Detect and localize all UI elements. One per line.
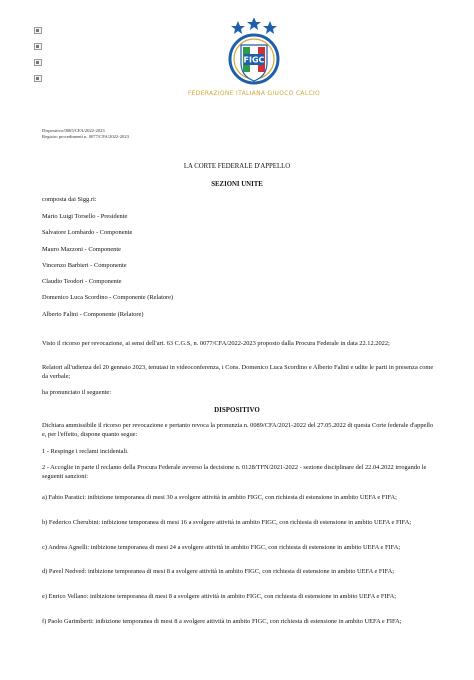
decision-intro: Dichiara ammissibile il ricorso per revocazione e pertanto revoca la pronunzia n. 0089/CFA/2021-2022 del 27.05.2022 di questa Corte federale d'appello e, per l'effetto, dispone quanto segue: bbox=[42, 422, 434, 438]
sanction-item: f) Paolo Garimberti: inibizione temporanea di mesi 8 a svolgere attività in ambito FIGC, con richiesta di estensione in ambito UEFA e FIFA; bbox=[42, 617, 402, 625]
member-item: Mauro Mazzoni - Componente bbox=[42, 245, 121, 253]
document-reference bbox=[42, 128, 129, 140]
paragraph-relatori: Relatori all'udienza del 20 gennaio 2023, tenutasi in videoconferenza, i Cons. Domenico Luca Scordino e Alberto Falini e udite le parti in presenza come da verbale; bbox=[42, 364, 434, 380]
broken-image-icon[interactable] bbox=[34, 75, 42, 82]
member-item: Claudio Teodori - Componente bbox=[42, 278, 122, 286]
logo-caption: FEDERAZIONE ITALIANA GIUOCO CALCIO bbox=[187, 90, 321, 97]
member-item: Domenico Luca Scordino - Componente (Relatore) bbox=[42, 294, 174, 302]
broken-image-icon[interactable] bbox=[34, 43, 42, 50]
section-title: SEZIONI UNITE bbox=[211, 181, 263, 188]
member-item: Alberto Falini - Componente (Relatore) bbox=[42, 310, 144, 318]
members-list bbox=[42, 213, 173, 327]
figc-logo bbox=[166, 18, 342, 102]
sanction-item: c) Andrea Agnelli: inibizione temporanea di mesi 24 a svolgere attività in ambito FIGC, con richiesta di estensione in ambito UEFA e FIFA; bbox=[42, 543, 401, 551]
paragraph-visto: Visto il ricorso per revocazione, ai sensi dell'art. 63 C.G.S, n. 0077/CFA/2022-2023 proposto dalla Procura Federale in data 22.12.2022; bbox=[42, 340, 390, 347]
sanction-item: b) Federico Cherubini: inibizione temporanea di mesi 16 a svolgere attività in ambito FIGC, con richiesta di estensione in ambito UEFA e FIFA; bbox=[42, 518, 412, 526]
composition-intro: composta dai Sigg.ri: bbox=[42, 196, 97, 203]
logo-initials: FIGC bbox=[243, 55, 265, 65]
sanction-item: d) Pavel Nedved: inibizione temporanea di mesi 8 a svolgere attività in ambito FIGC, con richiesta di estensione in ambito UEFA e FIFA; bbox=[42, 568, 395, 576]
registro-ref: Registro procedimenti n. 0077/CFA/2022-2023 bbox=[42, 134, 129, 139]
figc-shield-icon bbox=[214, 18, 294, 88]
member-item: Salvatore Lombardo - Componente bbox=[42, 229, 133, 237]
broken-image-icon[interactable] bbox=[34, 27, 42, 34]
member-item: Vincenzo Barbieri - Componente bbox=[42, 261, 127, 269]
dispositivo-ref: Dispositivo/0065/CFA/2022-2023 bbox=[42, 128, 105, 133]
court-title: LA CORTE FEDERALE D'APPELLO bbox=[183, 163, 291, 170]
sanctions-list bbox=[42, 493, 434, 642]
member-item: Mario Luigi Torsello - Presidente bbox=[42, 213, 128, 220]
sanction-item: e) Enrico Vellano: inibizione temporanea di mesi 8 a svolgere attività in ambito FIGC, con richiesta di estensione in ambito UEFA e FIFA; bbox=[42, 593, 397, 601]
paragraph-pronunciato: ha pronunciato il seguente: bbox=[42, 389, 112, 396]
side-icon-column bbox=[34, 27, 42, 91]
dispositivo-heading: DISPOSITIVO bbox=[214, 406, 260, 414]
decision-point-2: 2 - Accoglie in parte il reclamo della Procura Federale avverso la decisione n. 0128/TFN/2021-2022 - sezione disciplinare del 22.04.2022 irrogando le seguenti sanzioni: bbox=[42, 464, 427, 480]
broken-image-icon[interactable] bbox=[34, 59, 42, 66]
decision-point-1: 1 - Respinge i reclami incidentali. bbox=[42, 448, 129, 455]
sanction-item: a) Fabio Paratici: inibizione temporanea di mesi 30 a svolgere attività in ambito FIGC, con richiesta di estensione in ambito UEFA e FIFA; bbox=[42, 494, 397, 501]
